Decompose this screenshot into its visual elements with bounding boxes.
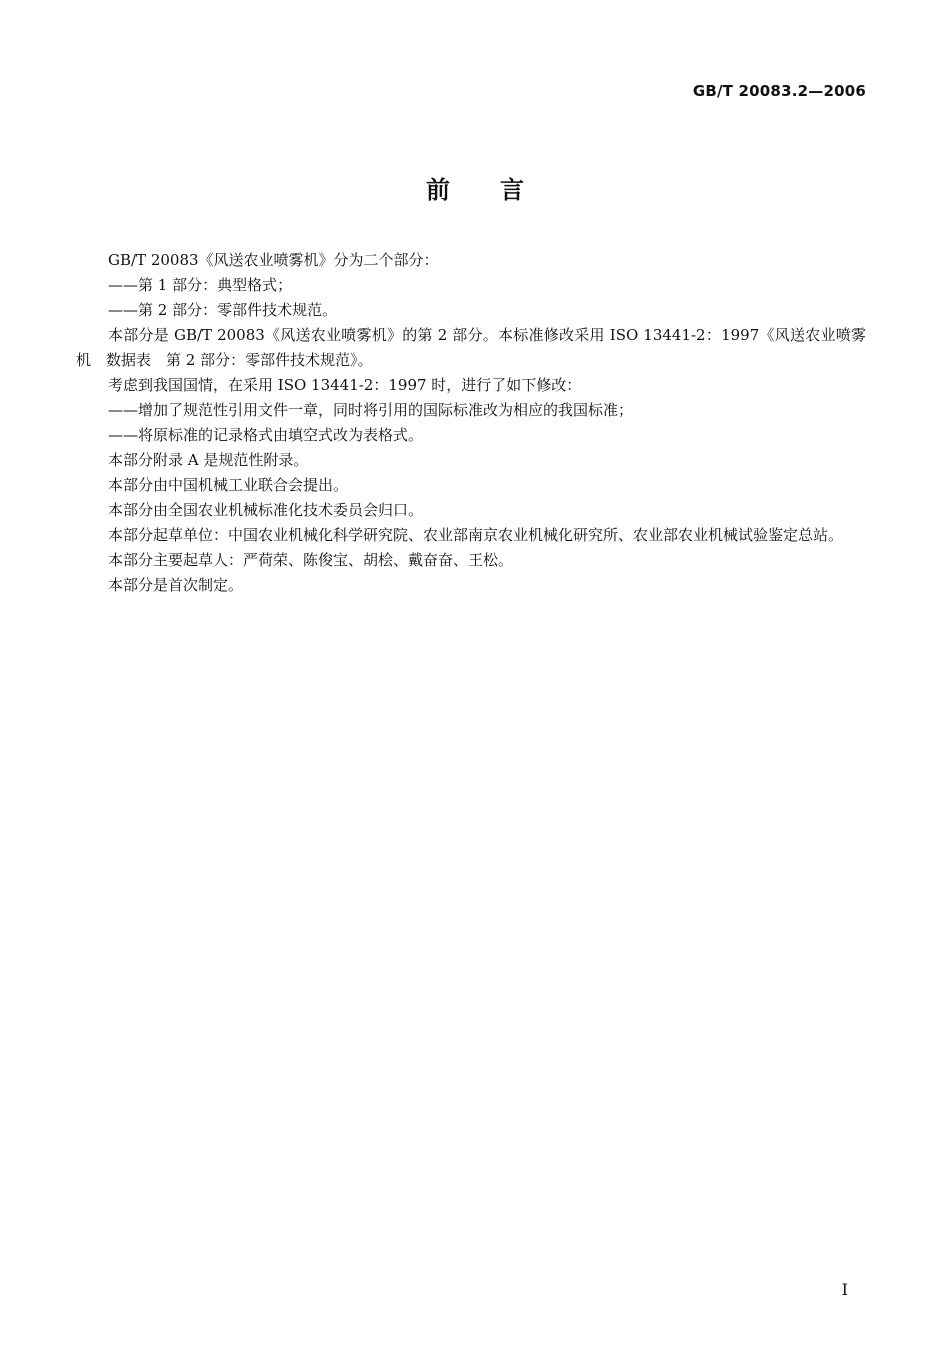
page-title: 前言 bbox=[426, 176, 574, 204]
paragraph: 本部分起草单位：中国农业机械化科学研究院、农业部南京农业机械化研究所、农业部农业机械试验鉴定总站。 bbox=[108, 526, 844, 544]
paragraph: 本部分是首次制定。 bbox=[108, 576, 244, 594]
paragraph: ——第 2 部分：零部件技术规范。 bbox=[108, 301, 338, 319]
paragraph: 本部分主要起草人：严荷荣、陈俊宝、胡桧、戴奋奋、王松。 bbox=[108, 551, 514, 569]
preface-body bbox=[76, 248, 866, 598]
document-code: GB/T 20083.2—2006 bbox=[692, 82, 866, 100]
paragraph: GB/T 20083《风送农业喷雾机》分为二个部分： bbox=[108, 251, 439, 269]
paragraph: 本部分由全国农业机械标准化技术委员会归口。 bbox=[108, 501, 424, 519]
paragraph: 本部分是 GB/T 20083《风送农业喷雾机》的第 2 部分。本标准修改采用 ISO 13441-2：1997《风送农业喷雾机 数据表 第 2 部分：零部件技术规范》。 bbox=[76, 326, 866, 369]
paragraph: ——将原标准的记录格式由填空式改为表格式。 bbox=[108, 426, 424, 444]
page-number: I bbox=[841, 1280, 848, 1299]
paragraph: 本部分由中国机械工业联合会提出。 bbox=[108, 476, 349, 494]
paragraph: ——第 1 部分：典型格式； bbox=[108, 276, 293, 294]
paragraph: 考虑到我国国情，在采用 ISO 13441-2：1997 时，进行了如下修改： bbox=[108, 376, 582, 394]
paragraph: ——增加了规范性引用文件一章，同时将引用的国际标准改为相应的我国标准； bbox=[108, 401, 634, 419]
paragraph: 本部分附录 A 是规范性附录。 bbox=[108, 451, 309, 469]
